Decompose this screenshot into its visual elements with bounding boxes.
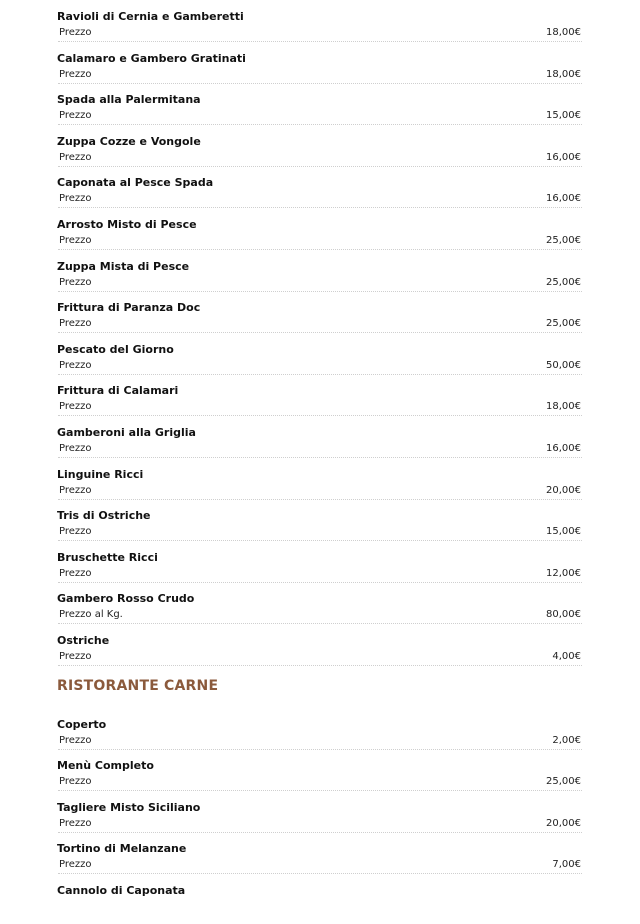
section-carne [57, 717, 582, 924]
price-value: 16,00€ [546, 151, 581, 164]
menu-item [57, 841, 582, 883]
price-value: 20,00€ [546, 484, 581, 497]
menu-item [57, 633, 582, 675]
menu-item [57, 300, 582, 342]
dish-name: Cannolo di Caponata [57, 883, 582, 898]
menu-item [57, 383, 582, 425]
price-row [58, 608, 582, 624]
price-label: Prezzo [59, 734, 92, 747]
dish-name: Frittura di Paranza Doc [57, 300, 582, 315]
price-row [58, 109, 582, 125]
price-value: 16,00€ [546, 442, 581, 455]
dish-name: Ravioli di Cernia e Gamberetti [57, 9, 582, 24]
dish-name: Ostriche [57, 633, 582, 648]
menu-item [57, 550, 582, 592]
menu-item [57, 92, 582, 134]
menu-item [57, 51, 582, 93]
price-label: Prezzo [59, 567, 92, 580]
price-value: 15,00€ [546, 525, 581, 538]
price-label: Prezzo [59, 817, 92, 830]
price-value: 25,00€ [546, 276, 581, 289]
price-label: Prezzo [59, 775, 92, 788]
price-label: Prezzo [59, 68, 92, 81]
dish-name: Bruschette Ricci [57, 550, 582, 565]
menu-item [57, 217, 582, 259]
price-label: Prezzo [59, 109, 92, 122]
price-row [58, 858, 582, 874]
menu-item [57, 883, 582, 924]
menu-item [57, 508, 582, 550]
menu-item [57, 134, 582, 176]
price-label: Prezzo [59, 400, 92, 413]
price-value: 18,00€ [546, 26, 581, 39]
dish-name: Tris di Ostriche [57, 508, 582, 523]
price-row [58, 567, 582, 583]
menu-item [57, 467, 582, 509]
dish-name: Linguine Ricci [57, 467, 582, 482]
price-value: 2,00€ [552, 734, 581, 747]
price-row [58, 26, 582, 42]
price-row [58, 276, 582, 292]
price-value: 7,00€ [552, 858, 581, 871]
dish-name: Tagliere Misto Siciliano [57, 800, 582, 815]
price-label: Prezzo [59, 359, 92, 372]
menu-item [57, 758, 582, 800]
dish-name: Tortino di Melanzane [57, 841, 582, 856]
price-value: 15,00€ [546, 109, 581, 122]
price-row [58, 151, 582, 167]
price-row [58, 359, 582, 375]
price-label: Prezzo al Kg. [59, 608, 123, 621]
menu-item [57, 425, 582, 467]
menu-item [57, 800, 582, 842]
price-label: Prezzo [59, 26, 92, 39]
price-label: Prezzo [59, 276, 92, 289]
menu-item [57, 717, 582, 759]
menu-item [57, 9, 582, 51]
price-value: 12,00€ [546, 567, 581, 580]
price-label: Prezzo [59, 442, 92, 455]
price-value: 18,00€ [546, 68, 581, 81]
price-row [58, 525, 582, 541]
dish-name: Caponata al Pesce Spada [57, 175, 582, 190]
price-row [58, 234, 582, 250]
price-value: 4,00€ [552, 650, 581, 663]
dish-name: Frittura di Calamari [57, 383, 582, 398]
menu-list [57, 9, 582, 924]
price-row [58, 192, 582, 208]
price-label: Prezzo [59, 317, 92, 330]
price-row [58, 775, 582, 791]
price-row [58, 400, 582, 416]
price-row [58, 317, 582, 333]
menu-item [57, 591, 582, 633]
price-value: 50,00€ [546, 359, 581, 372]
price-row [58, 442, 582, 458]
price-label: Prezzo [59, 192, 92, 205]
price-label: Prezzo [59, 858, 92, 871]
dish-name: Zuppa Cozze e Vongole [57, 134, 582, 149]
price-row [58, 650, 582, 666]
section-title-carne: RISTORANTE CARNE [57, 675, 582, 717]
menu-item [57, 175, 582, 217]
price-value: 16,00€ [546, 192, 581, 205]
price-row [58, 484, 582, 500]
price-label: Prezzo [59, 525, 92, 538]
dish-name: Coperto [57, 717, 582, 732]
dish-name: Spada alla Palermitana [57, 92, 582, 107]
price-value: 80,00€ [546, 608, 581, 621]
price-value: 25,00€ [546, 234, 581, 247]
price-label: Prezzo [59, 650, 92, 663]
price-value: 25,00€ [546, 775, 581, 788]
menu-item [57, 342, 582, 384]
menu-item [57, 259, 582, 301]
dish-name: Zuppa Mista di Pesce [57, 259, 582, 274]
dish-name: Arrosto Misto di Pesce [57, 217, 582, 232]
price-value: 18,00€ [546, 400, 581, 413]
dish-name: Gamberoni alla Griglia [57, 425, 582, 440]
dish-name: Gambero Rosso Crudo [57, 591, 582, 606]
price-label: Prezzo [59, 484, 92, 497]
dish-name: Pescato del Giorno [57, 342, 582, 357]
price-row [58, 68, 582, 84]
price-row [58, 817, 582, 833]
price-label: Prezzo [59, 234, 92, 247]
price-row [58, 734, 582, 750]
section-pesce [57, 9, 582, 675]
price-value: 25,00€ [546, 317, 581, 330]
dish-name: Menù Completo [57, 758, 582, 773]
price-value: 20,00€ [546, 817, 581, 830]
dish-name: Calamaro e Gambero Gratinati [57, 51, 582, 66]
price-label: Prezzo [59, 151, 92, 164]
